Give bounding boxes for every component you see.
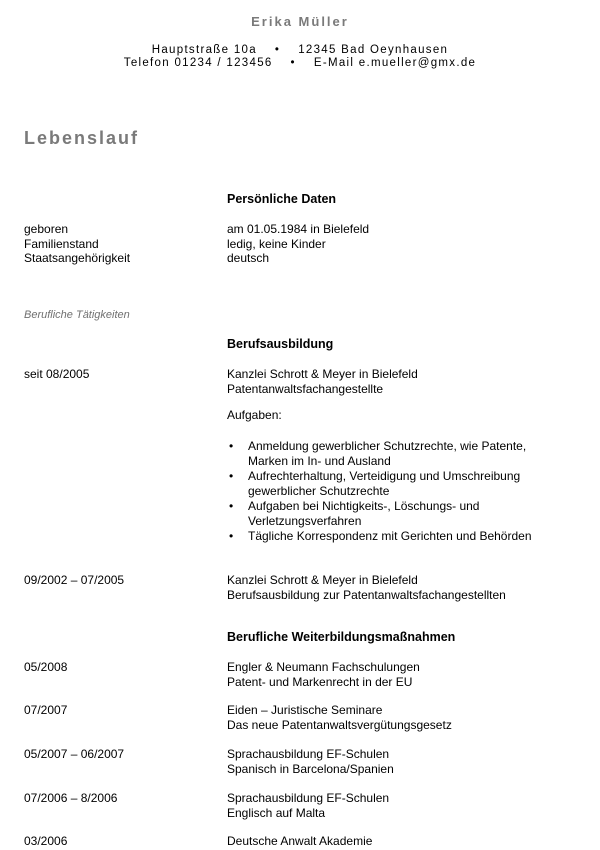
entry-provider: Sprachausbildung EF-Schulen [227,747,390,761]
entry-date: 07/2007 [24,703,68,717]
tasks-label: Aufgaben: [227,408,282,422]
personal-labels [24,222,130,266]
entry-details [227,367,418,396]
entry-date: seit 08/2005 [24,367,90,381]
value-nationality: deutsch [227,251,270,265]
address-line: Hauptstraße 10a • 12345 Bad Oeynhausen [151,44,449,56]
entry-employer: Kanzlei Schrott & Meyer in Bielefeld [227,573,418,587]
label-marital-status: Familienstand [24,236,99,251]
entry-date: 05/2007 – 06/2007 [24,747,125,761]
section-heading-personal: Persönliche Daten [227,192,337,206]
entry-topic: Das neue Patentanwaltsvergütungsgesetz [227,717,452,732]
section-heading-further-training: Berufliche Weiterbildungsmaßnahmen [227,630,456,644]
entry-provider: Engler & Neumann Fachschulungen [227,660,420,674]
category-label: Berufliche Tätigkeiten [24,309,130,321]
tasks-list [227,439,567,544]
entry-provider: Deutsche Anwalt Akademie [227,834,373,848]
entry-topic: Spanisch in Barcelona/Spanien [227,761,394,776]
entry-details [227,660,420,689]
list-item: • Tägliche Korrespondenz mit Gerichten und Behörden [227,529,567,544]
applicant-name: Erika Müller [251,14,349,29]
entry-date: 03/2006 [24,834,68,848]
entry-provider: Eiden – Juristische Seminare [227,703,383,717]
entry-details [227,703,452,732]
entry-details [227,791,389,820]
entry-provider: Sprachausbildung EF-Schulen [227,791,390,805]
entry-topic: Patent- und Markenrecht in der EU [227,674,413,689]
entry-topic: Englisch auf Malta [227,805,326,820]
entry-details [227,573,506,602]
label-nationality: Staatsangehörigkeit [24,251,131,265]
entry-date: 05/2008 [24,660,68,674]
document-title: Lebenslauf [24,128,140,148]
entry-date: 09/2002 – 07/2005 [24,573,125,587]
contact-line: Telefon 01234 / 123456 • E-Mail e.mueller@gmx.de [123,57,477,69]
personal-values [227,222,369,266]
entry-position: Patentanwaltsfachangestellte [227,381,384,396]
entry-employer: Kanzlei Schrott & Meyer in Bielefeld [227,367,418,381]
label-born: geboren [24,222,69,236]
entry-details [227,747,394,776]
entry-details [227,834,372,849]
list-item: • Anmeldung gewerblicher Schutzrechte, wie Patente, Marken im In- und Ausland [227,439,567,469]
section-heading-training: Berufsausbildung [227,337,334,351]
entry-date: 07/2006 – 8/2006 [24,791,118,805]
list-item: • Aufrechterhaltung, Verteidigung und Umschreibung gewerblicher Schutzrechte [227,469,567,499]
entry-position: Berufsausbildung zur Patentanwaltsfachangestellten [227,587,506,602]
value-marital-status: ledig, keine Kinder [227,236,326,251]
value-born: am 01.05.1984 in Bielefeld [227,222,370,236]
list-item: • Aufgaben bei Nichtigkeits-, Löschungs- und Verletzungsverfahren [227,499,567,529]
